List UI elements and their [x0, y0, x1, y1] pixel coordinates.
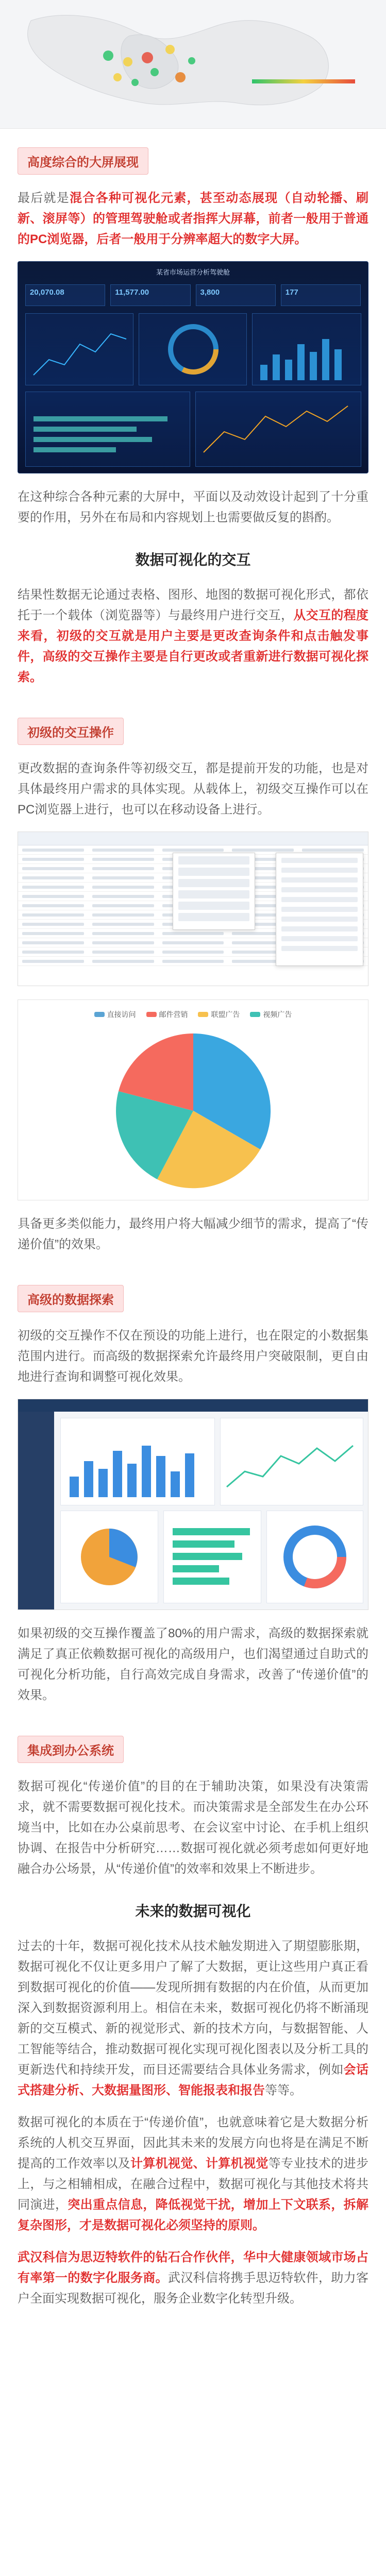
- section-tag: 初级的交互操作: [18, 718, 124, 745]
- bottom-spacer: [0, 2320, 386, 2336]
- pie-chart-screenshot: [18, 999, 368, 1200]
- heat-map-image: [0, 0, 386, 129]
- analysis-decor: [18, 1399, 368, 1610]
- section-basic-interaction: [0, 699, 386, 820]
- paragraph-text: 过去的十年，数据可视化技术从技术触发期进入了期望膨胀期，数据可视化不仅让更多用户了解了大数据，更让这些用户真正看到数据可视化的价值——发现所拥有数据的内在价值，从而更加深入到数据资源利用上。相信在未来，数据可视化仍将不断涌现新的交互模式、新的视觉形式、新的技术方向，与数据智能、人工智能等结合，推动数据可视化实现可视化图表以及分析工具的更新迭代和持续开发，而目还需要结合具体业务需求，例如: [18, 1939, 368, 2077]
- legend-label: 直接访问: [107, 1010, 136, 1019]
- kpi-value: 11,577.00: [115, 288, 149, 297]
- dashboard-screenshot: [18, 261, 368, 473]
- paragraph: 如果初级的交互操作覆盖了80%的用户需求，高级的数据探索就满足了真正依赖数据可视化的高级用户，也们渴望通过自助式的可视化分析功能，自行高效完成自身需求，改善了“传递价值”的效果。: [18, 1626, 368, 1702]
- section-big-screen-cont: [0, 487, 386, 528]
- section-tag: 高度综合的大屏展现: [18, 147, 148, 175]
- legend-label: 邮件营销: [159, 1010, 188, 1019]
- map-legend: [252, 77, 355, 86]
- map-svg: [0, 0, 386, 129]
- paragraph-text: 等等。: [265, 2083, 302, 2097]
- paragraph: [18, 2247, 368, 2309]
- table-header: [18, 832, 368, 845]
- paragraph: [18, 585, 368, 688]
- section-advanced-exploration: [0, 1266, 386, 1387]
- dashboard-decor: [18, 262, 368, 473]
- section-tag: 集成到办公系统: [18, 1736, 124, 1763]
- highlight-text: 从交互的程度来看，初级的交互就是用户主要是更改查询条件和点击触发事件，高级的交互操作主要是自行更改或者重新进行数据可视化探索。: [18, 608, 369, 684]
- section-advanced-exploration-cont: [0, 1623, 386, 1706]
- section-title: 数据可视化的交互: [135, 552, 251, 568]
- section-title: 未来的数据可视化: [135, 1903, 251, 1919]
- highlight-text: 武汉科信为思迈特软件的钻石合作伙伴，华中大健康领域市场占有率第一的数字化服务商。: [18, 2250, 368, 2285]
- map-legend-bar: [252, 79, 355, 83]
- legend-label: 视频广告: [263, 1010, 292, 1019]
- paragraph: 初级的交互操作不仅在预设的功能上进行，也在限定的小数据集范围内进行。而高级的数据探索允许最终用户突破限制，更自由地进行查询和调整可视化效果。: [18, 1329, 368, 1384]
- paragraph-text: 武汉科信将携手思迈特软件，助力客户全面实现数据可视化，服务企业数字化转型升级。: [18, 2271, 368, 2306]
- paragraph-text: 结果性数据无论通过表格、图形、地图的数据可视化形式，都依托于一个载体（浏览器等）与最终用户进行交互，: [18, 588, 368, 622]
- paragraph: 在这种综合各种元素的大屏中，平面以及动效设计起到了十分重要的作用，另外在布局和内容规划上也需要做反复的斟酌。: [18, 490, 368, 524]
- filter-panel: [276, 853, 363, 966]
- paragraph-text: 数据可视化的本质在于“传递价值”，也就意味着它是大数据分析系统的人机交互界面，因此其未来的发展方向也将是在满足不断提高的工作效率以及: [18, 2115, 368, 2171]
- kpi-value: 3,800: [200, 288, 220, 297]
- paragraph: 更改数据的查询条件等初级交互，都是提前开发的功能，也是对具体最终用户需求的具体实现。从载体上，初级交互操作可以在PC浏览器上进行，也可以在移动设备上进行。: [18, 761, 368, 817]
- legend-label: 联盟广告: [211, 1010, 240, 1019]
- kpi-value: 177: [285, 288, 298, 297]
- section-basic-interaction-cont: [0, 1214, 386, 1255]
- highlight-text: 混合各种可视化元素，甚至动态展现（自动轮播、刷新、滚屏等）的管理驾驶舱或者指挥大屏幕，前者一般用于普通的PC浏览器，后者一般用于分辨率超大的数字大屏。: [18, 191, 368, 246]
- analysis-tool-screenshot: [18, 1399, 368, 1610]
- section-tag: 高级的数据探索: [18, 1285, 124, 1312]
- kpi-value: 20,070.08: [30, 288, 64, 297]
- section-big-screen: [0, 129, 386, 250]
- paragraph: [18, 1936, 368, 2101]
- section-office-integration: [0, 1717, 386, 1879]
- table-screenshot: [18, 832, 368, 986]
- paragraph: 具备更多类似能力，最终用户将大幅减少细节的需求，提高了“传递价值”的效果。: [18, 1217, 368, 1251]
- highlight-text: 会话式搭建分析、大数据量图形、智能报表和报告: [18, 2063, 369, 2097]
- paragraph-text: 最后就是: [18, 191, 70, 205]
- paragraph: 数据可视化“传递价值”的目的在于辅助决策，如果没有决策需求，就不需要数据可视化技术。而决策需求是全部发生在办公环境当中，比如在办公桌前思考、在会议室中讨论、在手机上组织协调、在报告中分析研究……数据可视化就必须考虑如何更好地融合办公场景，从“传递价值”的效率和效果上不断进步。: [18, 1780, 368, 1876]
- section-future: [0, 1900, 386, 2309]
- paragraph: [18, 2112, 368, 2236]
- paragraph: [18, 188, 368, 250]
- paragraph-text: 等专业技术的进步上，与之相辅相成，在融合过程中，数据可视化与其他技术将共同演进，: [18, 2157, 369, 2212]
- highlight-text: 突出重点信息，降低视觉干扰，增加上下文联系，拆解复杂图形，才是数据可视化必须坚持的原则。: [18, 2198, 369, 2232]
- highlight-text: 计算机视觉、计算机视觉: [130, 2157, 268, 2171]
- context-menu: [173, 853, 255, 930]
- pie-svg: [18, 1000, 368, 1201]
- section-interaction: [0, 549, 386, 688]
- dashboard-title: 某省市场运营分析驾驶舱: [156, 268, 230, 276]
